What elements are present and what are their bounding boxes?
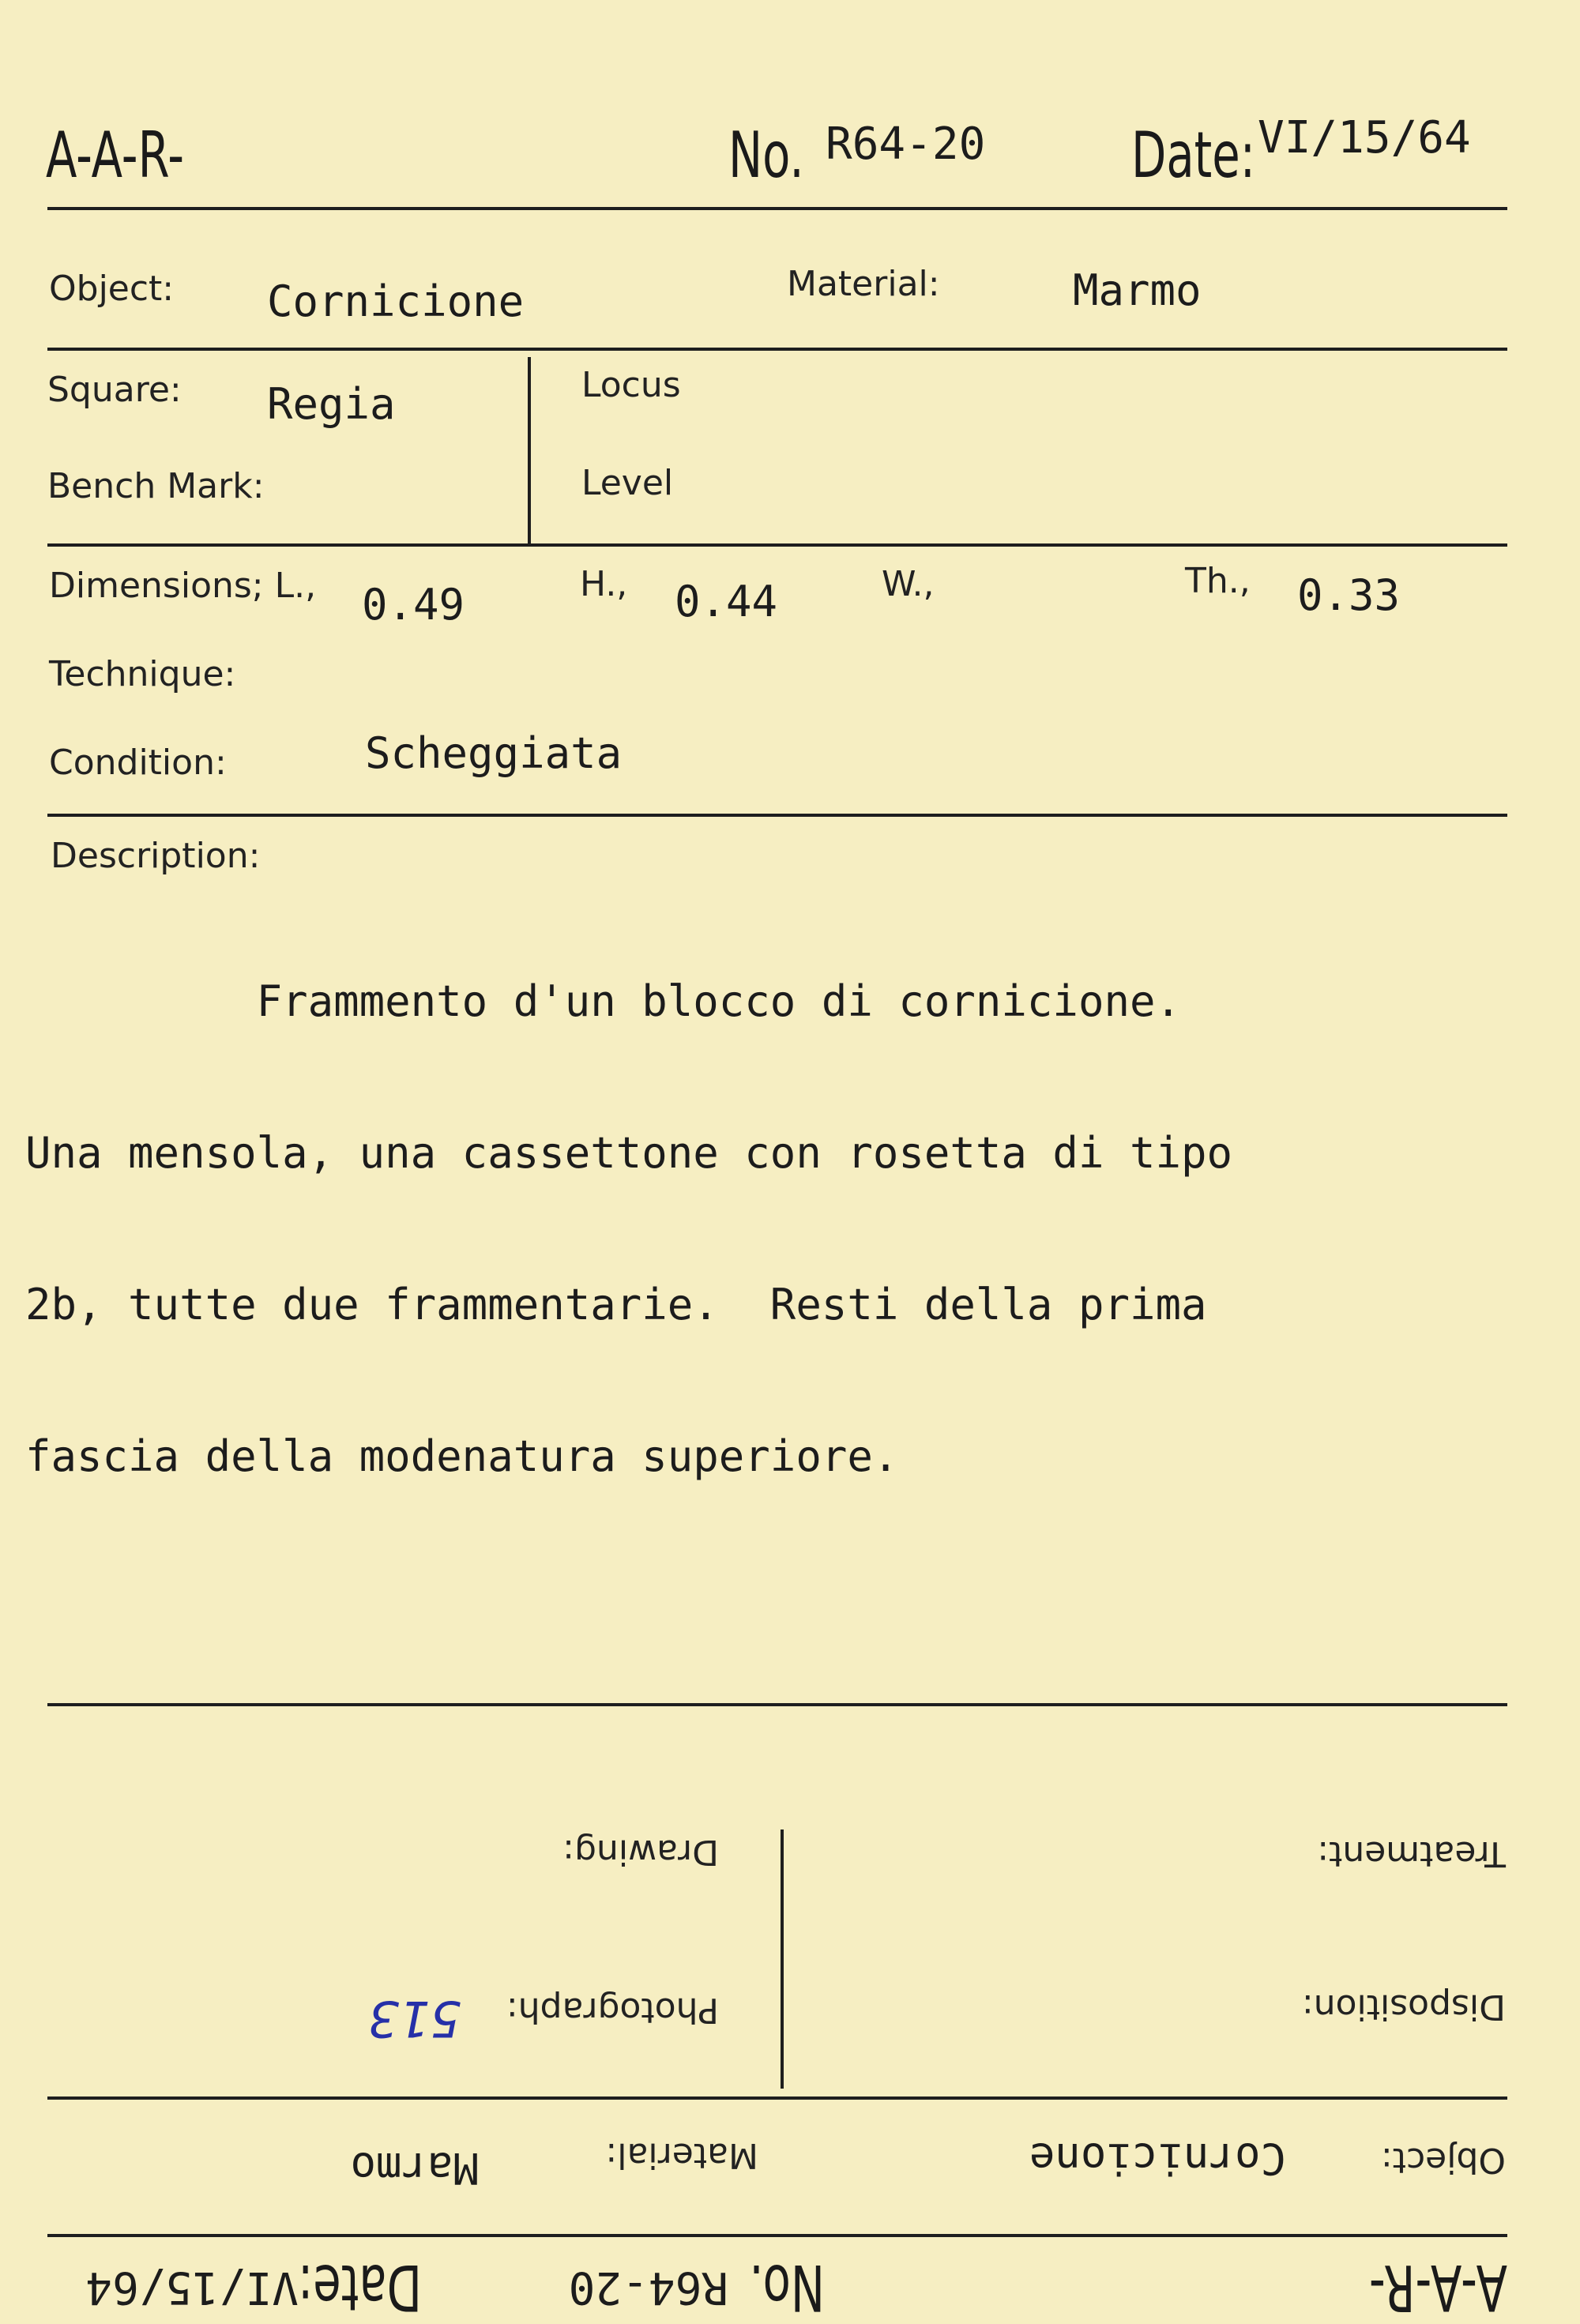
thickness-value: 0.33 (1297, 570, 1401, 620)
footer-object-value: Cornicione (1029, 2134, 1286, 2183)
disposition-label: Disposition: (1301, 1987, 1506, 2027)
date-label: Date: (1131, 118, 1256, 192)
material-value: Marmo (1073, 265, 1202, 315)
footer-middle-rule (47, 2096, 1507, 2100)
condition-label: Condition: (49, 743, 227, 783)
footer-number-label: No. (749, 2251, 825, 2324)
number-label: No. (728, 118, 804, 192)
footer-number-value: R64-20 (568, 2262, 728, 2313)
description-line: fascia della modenatura superiore. (25, 1431, 899, 1481)
photograph-label: Photograph: (506, 1990, 719, 2030)
bench-mark-label: Bench Mark: (47, 466, 265, 506)
object-label: Object: (49, 269, 175, 309)
square-divider (528, 357, 531, 543)
footer-material-label: Material: (605, 2135, 758, 2175)
technique-label: Technique: (49, 654, 236, 694)
footer-object-label: Object: (1380, 2140, 1506, 2180)
description-line: Frammento d'un blocco di cornicione. (25, 976, 1181, 1026)
number-value: R64-20 (826, 118, 986, 170)
drawing-label: Drawing: (562, 1832, 719, 1872)
square-label: Square: (47, 370, 182, 410)
height-value: 0.44 (675, 577, 778, 626)
object-value: Cornicione (267, 276, 525, 326)
level-label: Level (581, 463, 674, 503)
location-rule (47, 543, 1507, 547)
footer-archive-code: A-A-R- (1368, 2251, 1507, 2324)
inverted-footer (0, 1690, 1580, 2322)
footer-date-value: VI/15/64 (85, 2262, 299, 2313)
dimensions-label: Dimensions; L., (49, 566, 317, 606)
date-value: VI/15/64 (1258, 112, 1471, 164)
condition-value: Scheggiata (365, 728, 623, 778)
treatment-label: Treatment: (1317, 1833, 1506, 1874)
footer-material-value: Marmo (350, 2143, 479, 2193)
description-line: Una mensola, una cassettone con rosetta di tipo (25, 1128, 1233, 1178)
width-label: W., (882, 564, 935, 604)
description-label: Description: (51, 836, 261, 876)
footer-divider (781, 1829, 784, 2089)
archive-code: A-A-R- (46, 118, 185, 192)
description-line: 2b, tutte due frammentarie. Resti della prima (25, 1280, 1207, 1329)
height-label: H., (580, 564, 628, 604)
condition-rule (47, 814, 1507, 817)
material-label: Material: (787, 264, 940, 304)
footer-date-label: Date: (297, 2251, 422, 2324)
locus-label: Locus (581, 365, 681, 405)
length-value: 0.49 (362, 580, 465, 630)
thickness-label: Th., (1185, 561, 1251, 601)
photograph-number: 513 (367, 1990, 461, 2048)
header-rule (47, 207, 1507, 210)
description-text (25, 875, 1232, 1583)
square-value: Regia (267, 379, 396, 429)
object-rule (47, 348, 1507, 351)
footer-bottom-rule (47, 2234, 1507, 2237)
